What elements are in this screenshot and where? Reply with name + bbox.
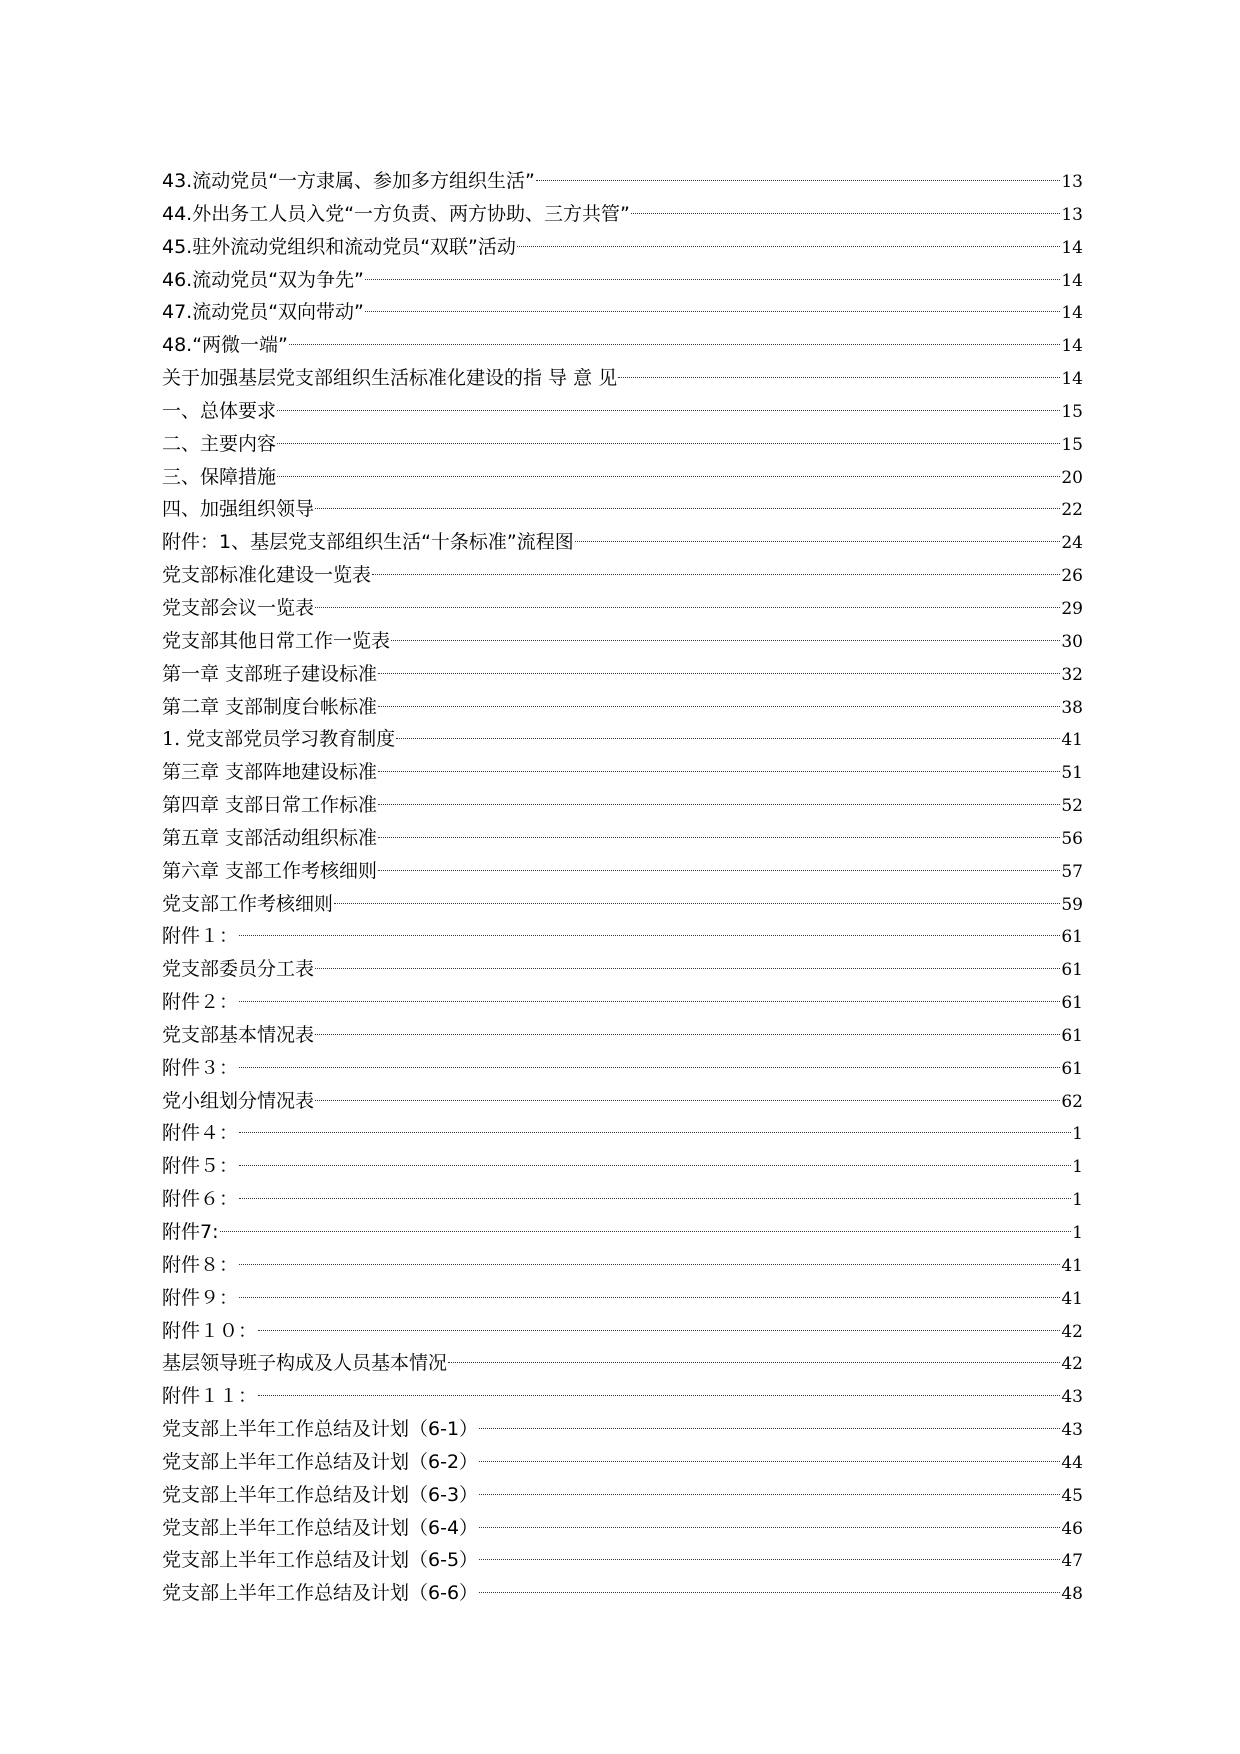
- dot-leader: [239, 1001, 1060, 1002]
- toc-entry-title: 党支部上半年工作总结及计划（6-1）: [162, 1418, 479, 1441]
- toc-entry-title: 第二章 支部制度台帐标准: [162, 695, 378, 718]
- toc-entry-page-number: 38: [1061, 697, 1083, 718]
- toc-entry[interactable]: [162, 1117, 1083, 1150]
- toc-entry-page-number: 57: [1061, 861, 1083, 882]
- toc-entry[interactable]: [162, 1183, 1083, 1216]
- toc-entry[interactable]: [162, 1052, 1083, 1085]
- toc-entry-title: 党支部上半年工作总结及计划（6-6）: [162, 1582, 479, 1605]
- toc-entry-title: 党支部标准化建设一览表: [162, 564, 372, 587]
- dot-leader: [315, 1100, 1060, 1101]
- dot-leader: [631, 213, 1060, 214]
- toc-entry[interactable]: [162, 920, 1083, 953]
- toc-entry-title: 关于加强基层党支部组织生活标准化建设的指 导 意 见: [162, 367, 618, 390]
- dot-leader: [479, 1559, 1060, 1560]
- dot-leader: [378, 804, 1060, 805]
- toc-entry-title: 附件５：: [162, 1155, 239, 1178]
- toc-entry[interactable]: [162, 1380, 1083, 1413]
- toc-entry[interactable]: [162, 1347, 1083, 1380]
- toc-entry-title: 党支部其他日常工作一览表: [162, 629, 391, 652]
- dot-leader: [479, 1592, 1060, 1593]
- table-of-contents: [162, 165, 1083, 1610]
- dot-leader: [517, 246, 1060, 247]
- dot-leader: [277, 476, 1060, 477]
- toc-entry-title: 附件９：: [162, 1286, 239, 1309]
- toc-entry-page-number: 15: [1061, 401, 1083, 422]
- toc-entry-page-number: 1: [1072, 1124, 1083, 1145]
- toc-entry-page-number: 45: [1061, 1485, 1083, 1506]
- dot-leader: [315, 1034, 1060, 1035]
- dot-leader: [536, 180, 1060, 181]
- dot-leader: [372, 574, 1060, 575]
- toc-entry-page-number: 14: [1061, 303, 1083, 324]
- dot-leader: [365, 311, 1060, 312]
- toc-entry-page-number: 61: [1061, 993, 1083, 1014]
- dot-leader: [289, 344, 1060, 345]
- toc-entry-title: 基层领导班子构成及人员基本情况: [162, 1352, 448, 1375]
- toc-entry-page-number: 59: [1061, 894, 1083, 915]
- toc-entry[interactable]: [162, 1512, 1083, 1545]
- toc-entry-title: 第四章 支部日常工作标准: [162, 794, 378, 817]
- toc-entry-title: 第三章 支部阵地建设标准: [162, 761, 378, 784]
- toc-entry-title: 47.流动党员“双向带动”: [162, 301, 364, 324]
- toc-entry-page-number: 1: [1072, 1190, 1083, 1211]
- dot-leader: [391, 640, 1060, 641]
- toc-entry[interactable]: [162, 1150, 1083, 1183]
- toc-entry[interactable]: [162, 789, 1083, 822]
- toc-entry-page-number: 14: [1061, 237, 1083, 258]
- toc-entry[interactable]: [162, 986, 1083, 1019]
- dot-leader: [220, 1231, 1072, 1232]
- toc-entry-title: 党支部工作考核细则: [162, 892, 334, 915]
- toc-entry[interactable]: [162, 1249, 1083, 1282]
- toc-entry-title: 附件１：: [162, 925, 239, 948]
- toc-entry-title: 党支部委员分工表: [162, 958, 315, 981]
- toc-entry-page-number: 29: [1061, 598, 1083, 619]
- toc-entry-page-number: 51: [1061, 763, 1083, 784]
- toc-entry[interactable]: [162, 198, 1083, 231]
- dot-leader: [315, 607, 1060, 608]
- toc-entry[interactable]: [162, 953, 1083, 986]
- toc-entry-page-number: 43: [1061, 1420, 1083, 1441]
- toc-entry-title: 附件３：: [162, 1056, 239, 1079]
- dot-leader: [378, 771, 1060, 772]
- toc-entry-title: 48.“两微一端”: [162, 334, 288, 357]
- toc-entry[interactable]: [162, 1446, 1083, 1479]
- toc-entry-page-number: 52: [1061, 796, 1083, 817]
- dot-leader: [365, 279, 1060, 280]
- toc-entry[interactable]: [162, 1282, 1083, 1315]
- dot-leader: [239, 1297, 1060, 1298]
- toc-entry-title: 46.流动党员“双为争先”: [162, 268, 364, 291]
- toc-entry-page-number: 61: [1061, 1025, 1083, 1046]
- toc-entry-page-number: 41: [1061, 1288, 1083, 1309]
- toc-entry-title: 党小组划分情况表: [162, 1089, 315, 1112]
- toc-entry-page-number: 20: [1061, 467, 1083, 488]
- toc-entry-title: 党支部基本情况表: [162, 1023, 315, 1046]
- toc-entry[interactable]: [162, 296, 1083, 329]
- toc-entry-title: 44.外出务工人员入党“一方负责、两方协助、三方共管”: [162, 202, 630, 225]
- toc-entry[interactable]: [162, 264, 1083, 297]
- toc-entry-page-number: 14: [1061, 336, 1083, 357]
- toc-entry[interactable]: [162, 461, 1083, 494]
- toc-entry-page-number: 32: [1061, 664, 1083, 685]
- toc-entry[interactable]: [162, 888, 1083, 921]
- toc-entry-title: 党支部上半年工作总结及计划（6-4）: [162, 1516, 479, 1539]
- dot-leader: [239, 1264, 1060, 1265]
- toc-entry[interactable]: [162, 691, 1083, 724]
- dot-leader: [479, 1494, 1060, 1495]
- toc-entry[interactable]: [162, 822, 1083, 855]
- dot-leader: [239, 1165, 1071, 1166]
- toc-entry[interactable]: [162, 625, 1083, 658]
- toc-entry-title: 党支部上半年工作总结及计划（6-5）: [162, 1549, 479, 1572]
- toc-entry-page-number: 24: [1061, 533, 1083, 554]
- toc-entry-page-number: 41: [1061, 1255, 1083, 1276]
- toc-entry-page-number: 15: [1061, 434, 1083, 455]
- toc-entry-title: 二、主要内容: [162, 432, 277, 455]
- toc-entry-page-number: 61: [1061, 927, 1083, 948]
- toc-entry[interactable]: [162, 362, 1083, 395]
- toc-entry-page-number: 42: [1061, 1354, 1083, 1375]
- toc-entry-title: 一、总体要求: [162, 399, 277, 422]
- toc-entry[interactable]: [162, 329, 1083, 362]
- dot-leader: [239, 1132, 1071, 1133]
- dot-leader: [239, 1067, 1060, 1068]
- toc-entry-title: 附件１０：: [162, 1319, 258, 1342]
- toc-entry-page-number: 56: [1061, 828, 1083, 849]
- dot-leader: [378, 706, 1060, 707]
- toc-entry-title: 45.驻外流动党组织和流动党员“双联”活动: [162, 235, 516, 258]
- toc-entry[interactable]: [162, 1019, 1083, 1052]
- toc-entry-title: 43.流动党员“一方隶属、参加多方组织生活”: [162, 170, 535, 192]
- toc-entry-page-number: 62: [1061, 1091, 1083, 1112]
- toc-entry-title: 附件６：: [162, 1188, 239, 1211]
- toc-entry-page-number: 14: [1061, 369, 1083, 390]
- dot-leader: [277, 410, 1060, 411]
- toc-entry[interactable]: [162, 855, 1083, 888]
- toc-entry-title: 附件８：: [162, 1253, 239, 1276]
- toc-entry[interactable]: [162, 723, 1083, 756]
- dot-leader: [575, 541, 1061, 542]
- toc-entry[interactable]: [162, 1479, 1083, 1512]
- toc-entry-title: 三、保障措施: [162, 465, 277, 488]
- dot-leader: [334, 903, 1060, 904]
- toc-entry-page-number: 41: [1061, 730, 1083, 751]
- dot-leader: [396, 738, 1060, 739]
- toc-entry-title: 党支部上半年工作总结及计划（6-3）: [162, 1483, 479, 1506]
- dot-leader: [315, 508, 1060, 509]
- toc-entry-page-number: 30: [1061, 631, 1083, 652]
- toc-entry[interactable]: [162, 1577, 1083, 1610]
- toc-entry-page-number: 48: [1061, 1584, 1083, 1605]
- toc-entry-page-number: 46: [1061, 1518, 1083, 1539]
- dot-leader: [315, 968, 1060, 969]
- toc-entry-page-number: 26: [1061, 566, 1083, 587]
- toc-entry[interactable]: [162, 165, 1083, 198]
- toc-entry-page-number: 42: [1061, 1321, 1083, 1342]
- dot-leader: [479, 1527, 1060, 1528]
- dot-leader: [479, 1461, 1060, 1462]
- toc-entry[interactable]: [162, 231, 1083, 264]
- toc-entry-page-number: 22: [1061, 500, 1083, 521]
- toc-entry-title: 第一章 支部班子建设标准: [162, 662, 378, 685]
- toc-entry-page-number: 13: [1061, 204, 1083, 225]
- dot-leader: [378, 837, 1060, 838]
- dot-leader: [258, 1330, 1060, 1331]
- toc-entry-page-number: 13: [1061, 172, 1083, 192]
- dot-leader: [378, 870, 1060, 871]
- toc-entry[interactable]: [162, 592, 1083, 625]
- dot-leader: [239, 1198, 1071, 1199]
- toc-entry[interactable]: [162, 1544, 1083, 1577]
- dot-leader: [378, 673, 1060, 674]
- toc-entry[interactable]: [162, 493, 1083, 526]
- dot-leader: [239, 935, 1060, 936]
- toc-entry-page-number: 44: [1061, 1452, 1083, 1473]
- dot-leader: [258, 1395, 1060, 1396]
- toc-entry[interactable]: [162, 1413, 1083, 1446]
- toc-entry-title: 附件：1、基层党支部组织生活“十条标准”流程图: [162, 531, 574, 554]
- toc-entry[interactable]: [162, 1315, 1083, 1348]
- toc-entry-title: 第六章 支部工作考核细则: [162, 859, 378, 882]
- toc-entry-title: 党支部上半年工作总结及计划（6-2）: [162, 1450, 479, 1473]
- toc-entry[interactable]: [162, 428, 1083, 461]
- toc-entry-title: 附件２：: [162, 991, 239, 1014]
- dot-leader: [618, 377, 1060, 378]
- toc-entry-page-number: 14: [1061, 270, 1083, 291]
- dot-leader: [448, 1362, 1060, 1363]
- toc-entry[interactable]: [162, 658, 1083, 691]
- toc-entry-title: 党支部会议一览表: [162, 596, 315, 619]
- toc-entry[interactable]: [162, 395, 1083, 428]
- toc-entry-title: 四、加强组织领导: [162, 498, 315, 521]
- toc-entry-title: 附件１１：: [162, 1385, 258, 1408]
- toc-entry-title: 附件４：: [162, 1122, 239, 1145]
- toc-entry-title: 第五章 支部活动组织标准: [162, 826, 378, 849]
- toc-entry-page-number: 1: [1072, 1223, 1083, 1243]
- toc-entry[interactable]: [162, 1085, 1083, 1118]
- toc-entry-page-number: 47: [1061, 1551, 1083, 1572]
- toc-entry-page-number: 61: [1061, 960, 1083, 981]
- dot-leader: [277, 443, 1060, 444]
- toc-entry-page-number: 1: [1072, 1157, 1083, 1178]
- toc-entry-page-number: 61: [1061, 1058, 1083, 1079]
- toc-entry[interactable]: [162, 756, 1083, 789]
- toc-entry[interactable]: [162, 559, 1083, 592]
- dot-leader: [479, 1428, 1060, 1429]
- toc-entry[interactable]: [162, 526, 1083, 559]
- toc-entry[interactable]: [162, 1216, 1083, 1249]
- toc-entry-title: 附件7:: [162, 1221, 219, 1243]
- toc-entry-title: 1. 党支部党员学习教育制度: [162, 728, 396, 751]
- toc-entry-page-number: 43: [1061, 1387, 1083, 1408]
